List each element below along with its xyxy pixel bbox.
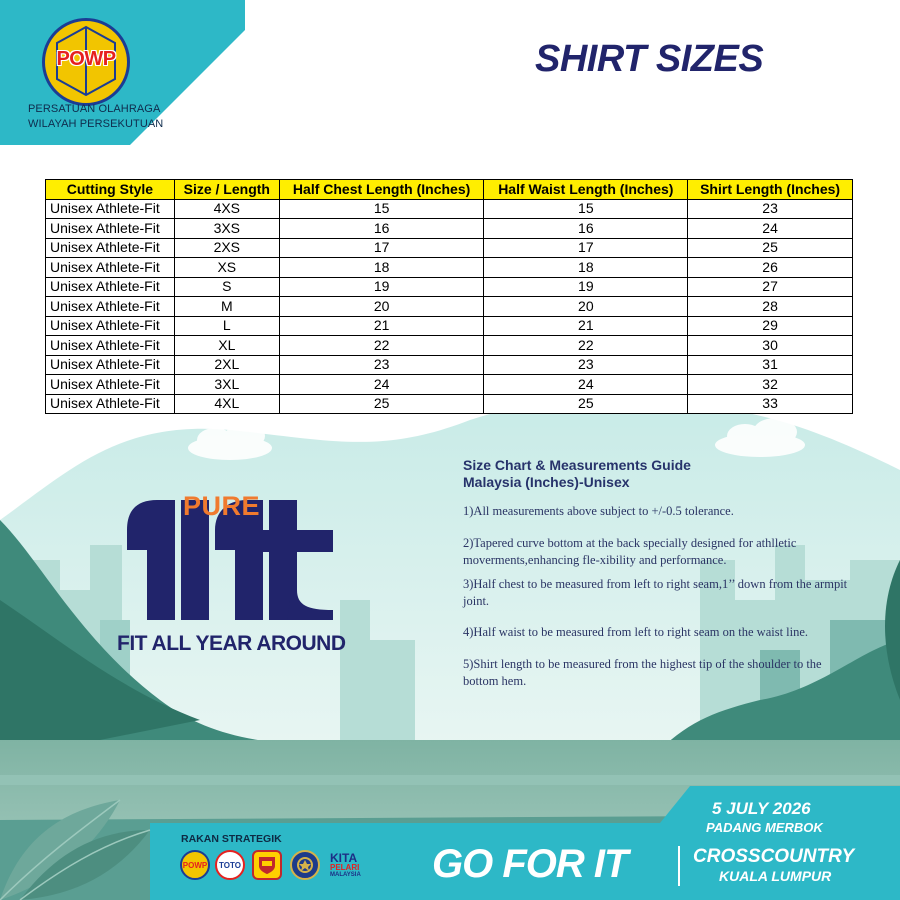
org-name-line1: PERSATUAN OLAHRAGA — [28, 103, 161, 115]
column-header: Cutting Style — [46, 180, 175, 200]
crest-icon — [256, 854, 278, 876]
event-venue: PADANG MERBOK — [706, 820, 823, 835]
table-cell: 25 — [484, 394, 688, 414]
table-cell: 22 — [484, 336, 688, 356]
table-cell: Unisex Athlete-Fit — [46, 336, 175, 356]
table-cell: 20 — [484, 297, 688, 317]
table-row — [46, 219, 853, 239]
page-title: SHIRT SIZES — [535, 38, 764, 80]
table-cell: M — [174, 297, 279, 317]
table-cell: Unisex Athlete-Fit — [46, 238, 175, 258]
table-row — [46, 277, 853, 297]
table-cell: Unisex Athlete-Fit — [46, 199, 175, 219]
table-cell: 4XS — [174, 199, 279, 219]
table-cell: 19 — [279, 277, 484, 297]
table-cell: 4XL — [174, 394, 279, 414]
table-row — [46, 394, 853, 414]
column-header: Half Waist Length (Inches) — [484, 180, 688, 200]
guide-note: 5)Shirt length to be measured from the highest tip of the shoulder to the bottom hem. — [463, 657, 822, 688]
table-header-row — [46, 180, 853, 200]
table-cell: 24 — [688, 219, 853, 239]
table-cell: Unisex Athlete-Fit — [46, 277, 175, 297]
table-cell: Unisex Athlete-Fit — [46, 375, 175, 395]
table-cell: 24 — [484, 375, 688, 395]
table-cell: 3XL — [174, 375, 279, 395]
column-header: Shirt Length (Inches) — [688, 180, 853, 200]
table-cell: 31 — [688, 355, 853, 375]
table-cell: Unisex Athlete-Fit — [46, 258, 175, 278]
guide-heading — [463, 457, 863, 491]
table-cell: 18 — [484, 258, 688, 278]
brand-tagline: FIT ALL YEAR AROUND — [117, 632, 346, 655]
table-cell: Unisex Athlete-Fit — [46, 297, 175, 317]
table-cell: 30 — [688, 336, 853, 356]
table-cell: XL — [174, 336, 279, 356]
table-row — [46, 258, 853, 278]
slogan: GO FOR IT — [432, 842, 628, 886]
column-header: Size / Length — [174, 180, 279, 200]
table-cell: 23 — [688, 199, 853, 219]
table-cell: 25 — [279, 394, 484, 414]
table-row — [46, 238, 853, 258]
table-cell: 27 — [688, 277, 853, 297]
partner-logo-kita-pelari — [330, 852, 370, 882]
org-name-line2: WILAYAH PERSEKUTUAN — [28, 118, 164, 130]
table-cell: L — [174, 316, 279, 336]
table-cell: 19 — [484, 277, 688, 297]
partner-logo-dbkl-crest-icon — [252, 850, 282, 880]
table-cell: 21 — [484, 316, 688, 336]
kita-line1: KITA — [330, 851, 358, 865]
table-cell: 24 — [279, 375, 484, 395]
table-cell: 23 — [279, 355, 484, 375]
table-cell: 32 — [688, 375, 853, 395]
table-cell: 26 — [688, 258, 853, 278]
table-cell: 22 — [279, 336, 484, 356]
event-name-line2: KUALA LUMPUR — [719, 868, 832, 884]
table-cell: 15 — [279, 199, 484, 219]
table-cell: 16 — [484, 219, 688, 239]
event-name-line1: CROSSCOUNTRY — [693, 846, 855, 867]
table-row — [46, 336, 853, 356]
guide-heading-line2: Malaysia (Inches)-Unisex — [463, 474, 630, 490]
table-cell: 20 — [279, 297, 484, 317]
table-row — [46, 199, 853, 219]
table-cell: S — [174, 277, 279, 297]
partner-logo-toto: TOTO — [215, 850, 245, 880]
table-row — [46, 375, 853, 395]
table-cell: 17 — [279, 238, 484, 258]
kita-line2: PELARI — [330, 863, 360, 872]
event-date: 5 JULY 2026 — [712, 799, 811, 818]
badge-icon — [295, 855, 315, 875]
partner-logo-police-badge-icon — [290, 850, 320, 880]
table-cell: 17 — [484, 238, 688, 258]
table-cell: 28 — [688, 297, 853, 317]
footer-divider — [678, 846, 680, 886]
kita-line3: MALAYSIA — [330, 872, 361, 878]
table-cell: Unisex Athlete-Fit — [46, 219, 175, 239]
table-cell: 25 — [688, 238, 853, 258]
partner-logo-powp: POWP — [180, 850, 210, 880]
table-cell: 33 — [688, 394, 853, 414]
table-cell: Unisex Athlete-Fit — [46, 394, 175, 414]
table-cell: 21 — [279, 316, 484, 336]
table-cell: 29 — [688, 316, 853, 336]
table-cell: 18 — [279, 258, 484, 278]
table-cell: 23 — [484, 355, 688, 375]
powp-logo — [42, 18, 130, 106]
table-cell: 3XS — [174, 219, 279, 239]
table-cell: 2XL — [174, 355, 279, 375]
table-row — [46, 355, 853, 375]
table-cell: 2XS — [174, 238, 279, 258]
table-cell: 16 — [279, 219, 484, 239]
guide-note: 4)Half waist to be measured from left to right seam on the waist line. — [463, 625, 809, 639]
partners-label: RAKAN STRATEGIK — [181, 833, 282, 845]
guide-note: 3)Half chest to be measured from left to right seam,1’’ down from the armpit joint. — [463, 577, 848, 608]
table-cell: 15 — [484, 199, 688, 219]
size-table — [45, 179, 853, 414]
logo-text: POWP — [56, 48, 116, 70]
pure-brand-text: PURE — [183, 491, 261, 521]
table-row — [46, 316, 853, 336]
table-cell: XS — [174, 258, 279, 278]
guide-heading-line1: Size Chart & Measurements Guide — [463, 457, 691, 473]
column-header: Half Chest Length (Inches) — [279, 180, 484, 200]
guide-note: 2)Tapered curve bottom at the back specially designed for athlletic moverments,enhancing fle-xibility and performance. — [463, 536, 797, 567]
table-cell: Unisex Athlete-Fit — [46, 355, 175, 375]
table-row — [46, 297, 853, 317]
table-cell: Unisex Athlete-Fit — [46, 316, 175, 336]
guide-note: 1)All measurements above subject to +/-0.5 tolerance. — [463, 504, 734, 518]
